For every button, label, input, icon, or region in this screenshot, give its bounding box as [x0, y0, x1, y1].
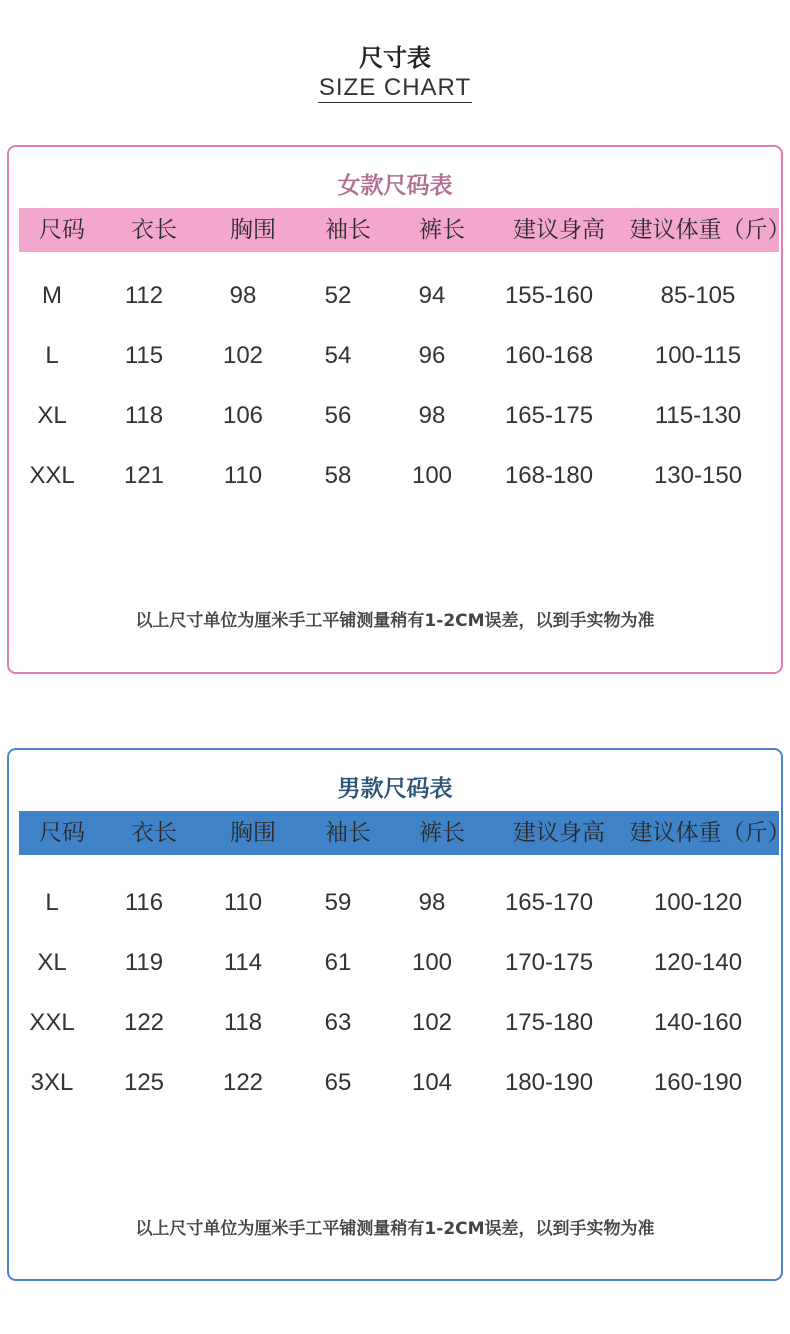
header-chest: 胸围 — [230, 820, 276, 846]
table-row — [9, 1001, 781, 1045]
cell-sleeve: 58 — [324, 462, 352, 489]
cell-sleeve: 52 — [324, 282, 352, 309]
cell-size: L — [45, 342, 59, 369]
page-title: 尺寸表 — [359, 44, 431, 72]
header-sleeve: 袖长 — [325, 217, 371, 243]
cell-height: 165-175 — [504, 402, 594, 429]
cell-height: 165-170 — [504, 889, 594, 916]
men-card-title: 男款尺码表 — [337, 776, 453, 802]
men-size-card — [7, 748, 790, 1281]
cell-sleeve: 65 — [324, 1069, 352, 1096]
table-row — [9, 274, 781, 318]
cell-chest: 122 — [222, 1069, 264, 1096]
cell-height: 170-175 — [504, 949, 594, 976]
cell-chest: 98 — [229, 282, 257, 309]
cell-pants: 98 — [418, 889, 446, 916]
cell-pants: 100 — [411, 949, 453, 976]
measurement-note: 以上尺寸单位为厘米手工平铺测量稍有1-2CM误差，以到手实物为准 — [135, 1219, 655, 1239]
cell-sleeve: 56 — [324, 402, 352, 429]
cell-chest: 118 — [223, 1009, 263, 1036]
cell-length: 116 — [124, 889, 164, 916]
cell-sleeve: 59 — [324, 889, 352, 916]
header-height: 建议身高 — [513, 820, 605, 846]
table-row — [9, 941, 781, 985]
header-length: 衣长 — [131, 820, 177, 846]
cell-length: 118 — [124, 402, 164, 429]
cell-sleeve: 63 — [324, 1009, 352, 1036]
table-row — [9, 881, 781, 925]
header-weight: 建议体重（斤） — [629, 820, 790, 846]
header-size: 尺码 — [39, 820, 85, 846]
cell-weight: 100-115 — [654, 342, 742, 369]
cell-size: XXL — [29, 462, 75, 489]
header-length: 衣长 — [131, 217, 177, 243]
cell-size: 3XL — [30, 1069, 74, 1096]
cell-length: 115 — [124, 342, 164, 369]
men-header-row — [19, 811, 790, 855]
cell-pants: 102 — [411, 1009, 453, 1036]
header-sleeve: 袖长 — [325, 820, 371, 846]
cell-length: 112 — [124, 282, 164, 309]
table-row — [9, 334, 781, 378]
cell-pants: 104 — [411, 1069, 453, 1096]
cell-pants: 96 — [418, 342, 446, 369]
cell-weight: 140-160 — [653, 1009, 743, 1036]
women-card-title: 女款尺码表 — [337, 173, 453, 199]
cell-weight: 160-190 — [653, 1069, 743, 1096]
cell-length: 121 — [123, 462, 165, 489]
cell-chest: 106 — [222, 402, 264, 429]
cell-pants: 94 — [418, 282, 446, 309]
cell-length: 119 — [124, 949, 164, 976]
table-row — [9, 1061, 781, 1105]
cell-size: XL — [37, 949, 67, 976]
header-height: 建议身高 — [513, 217, 605, 243]
header-weight: 建议体重（斤） — [629, 217, 790, 243]
header-size: 尺码 — [39, 217, 85, 243]
cell-chest: 110 — [223, 462, 263, 489]
cell-sleeve: 61 — [324, 949, 352, 976]
cell-size: L — [45, 889, 59, 916]
table-row — [9, 394, 781, 438]
header-chest: 胸围 — [230, 217, 276, 243]
cell-chest: 102 — [222, 342, 264, 369]
cell-chest: 114 — [223, 949, 263, 976]
women-size-card — [7, 145, 790, 674]
header-pants: 裤长 — [419, 217, 465, 243]
cell-weight: 100-120 — [653, 889, 743, 916]
cell-pants: 98 — [418, 402, 446, 429]
measurement-note: 以上尺寸单位为厘米手工平铺测量稍有1-2CM误差，以到手实物为准 — [135, 611, 655, 631]
table-row — [9, 454, 781, 498]
cell-pants: 100 — [411, 462, 453, 489]
cell-chest: 110 — [223, 889, 263, 916]
page-subtitle — [0, 74, 790, 102]
cell-weight: 120-140 — [653, 949, 743, 976]
cell-size: M — [42, 282, 62, 309]
cell-length: 122 — [123, 1009, 165, 1036]
cell-weight: 85-105 — [660, 282, 736, 309]
header-pants: 裤长 — [419, 820, 465, 846]
cell-size: XL — [37, 402, 67, 429]
women-header-row — [19, 208, 790, 252]
cell-height: 160-168 — [504, 342, 594, 369]
cell-height: 175-180 — [504, 1009, 594, 1036]
page-subtitle-text: SIZE CHART — [318, 74, 472, 101]
cell-height: 180-190 — [504, 1069, 594, 1096]
cell-size: XXL — [29, 1009, 75, 1036]
cell-length: 125 — [123, 1069, 165, 1096]
cell-weight: 130-150 — [653, 462, 743, 489]
cell-sleeve: 54 — [324, 342, 352, 369]
cell-height: 155-160 — [504, 282, 594, 309]
cell-height: 168-180 — [504, 462, 594, 489]
cell-weight: 115-130 — [654, 402, 742, 429]
